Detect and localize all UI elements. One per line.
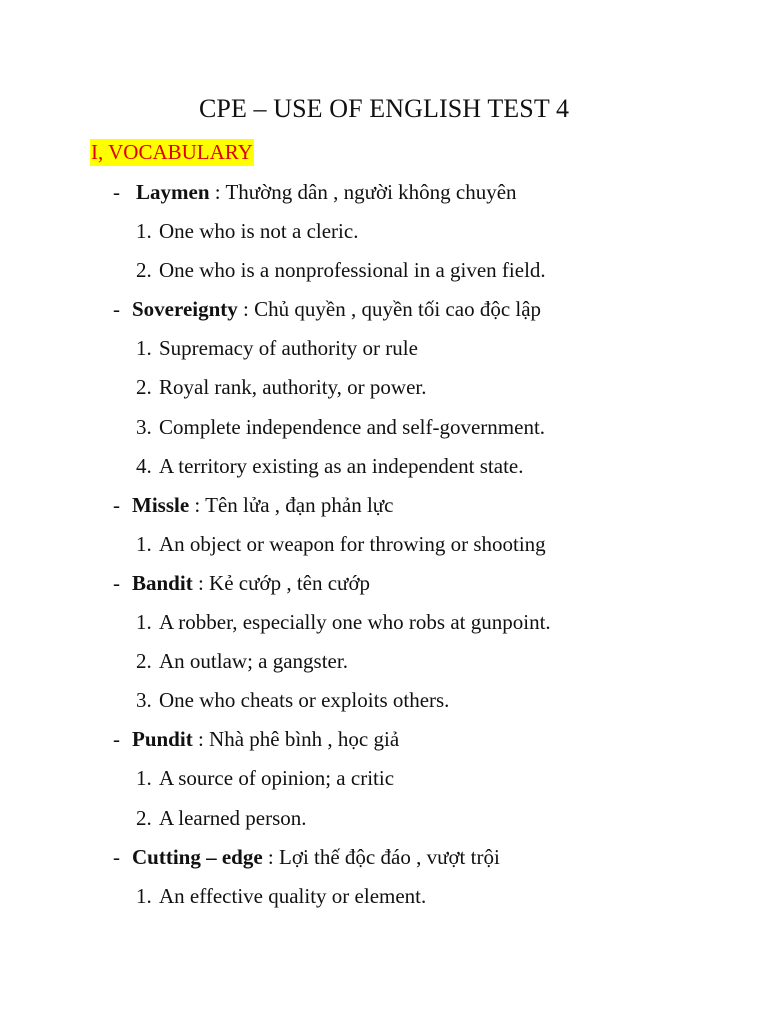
definition-number: 1. [136,883,152,908]
definition-number: 2. [136,258,152,283]
definition-text: A territory existing as an independent state. [159,453,524,478]
vocab-definition-row [0,759,768,798]
definition-number: 1. [136,766,152,791]
vocab-term: Bandit [132,570,193,595]
vocab-definition-row [0,642,768,681]
definition-text: A source of opinion; a critic [159,766,395,791]
document-title: CPE – USE OF ENGLISH TEST 4 [198,94,570,123]
definition-number: 3. [136,414,152,439]
vocab-term: Missle [132,492,190,517]
vocab-definition-row [0,447,768,486]
vocab-term-row [0,720,768,759]
list-bullet: - [113,492,120,517]
list-bullet: - [113,727,120,752]
definition-text: A robber, especially one who robs at gunpoint. [159,610,551,635]
vocab-definition-row [0,408,768,447]
definition-text: One who is a nonprofessional in a given field. [159,258,546,283]
vocab-term-row [0,173,768,212]
definition-number: 4. [136,453,152,478]
vocab-definition-row [0,681,768,720]
vocab-translation: : Tên lửa , đạn phản lực [189,492,394,517]
vocab-definition-row [0,525,768,564]
definition-number: 1. [136,531,152,556]
vocab-definition-row [0,368,768,407]
vocab-term: Sovereignty [132,297,238,322]
vocab-translation: : Lợi thế độc đáo , vượt trội [262,844,500,869]
definition-text: Royal rank, authority, or power. [159,375,427,400]
vocab-term: Cutting – edge [132,844,263,869]
definition-text: One who cheats or exploits others. [159,688,450,713]
vocabulary-list [0,173,768,916]
vocab-entry [132,564,370,603]
vocab-definition-row [0,329,768,368]
definition-text: An effective quality or element. [159,883,427,908]
definition-number: 1. [136,336,152,361]
vocab-translation: : Chủ quyền , quyền tối cao độc lập [237,297,542,322]
vocab-translation: : Nhà phê bình , học giả [192,727,400,752]
vocab-entry [132,838,500,877]
definition-text: An outlaw; a gangster. [159,649,348,674]
vocab-definition-row [0,603,768,642]
vocab-term: Laymen [136,180,210,204]
vocab-term-row [0,564,768,603]
definition-text: An object or weapon for throwing or shooting [159,531,546,556]
vocab-term-row [0,290,768,329]
vocab-term: Pundit [132,727,193,752]
vocab-definition-row [0,877,768,916]
vocab-entry [132,290,541,329]
definition-number: 1. [136,610,152,635]
vocab-entry [136,173,517,212]
definition-text: A learned person. [159,805,307,830]
definition-number: 2. [136,649,152,674]
definition-number: 3. [136,688,152,713]
definition-text: One who is not a cleric. [159,219,359,244]
definition-text: Complete independence and self-government. [159,414,546,439]
definition-text: Supremacy of authority or rule [159,336,418,361]
definition-number: 2. [136,805,152,830]
vocab-term-row [0,486,768,525]
vocab-definition-row [0,251,768,290]
vocab-translation: : Thường dân , người không chuyên [209,180,517,204]
vocab-definition-row [0,799,768,838]
list-bullet: - [113,180,120,204]
list-bullet: - [113,844,120,869]
vocab-term-row [0,838,768,877]
list-bullet: - [113,570,120,595]
vocab-definition-row [0,212,768,251]
vocab-translation: : Kẻ cướp , tên cướp [192,570,371,595]
vocab-entry [132,486,393,525]
section-heading: I, VOCABULARY [91,140,253,164]
definition-number: 1. [136,219,152,244]
definition-number: 2. [136,375,152,400]
list-bullet: - [113,297,120,322]
vocab-entry [132,720,399,759]
